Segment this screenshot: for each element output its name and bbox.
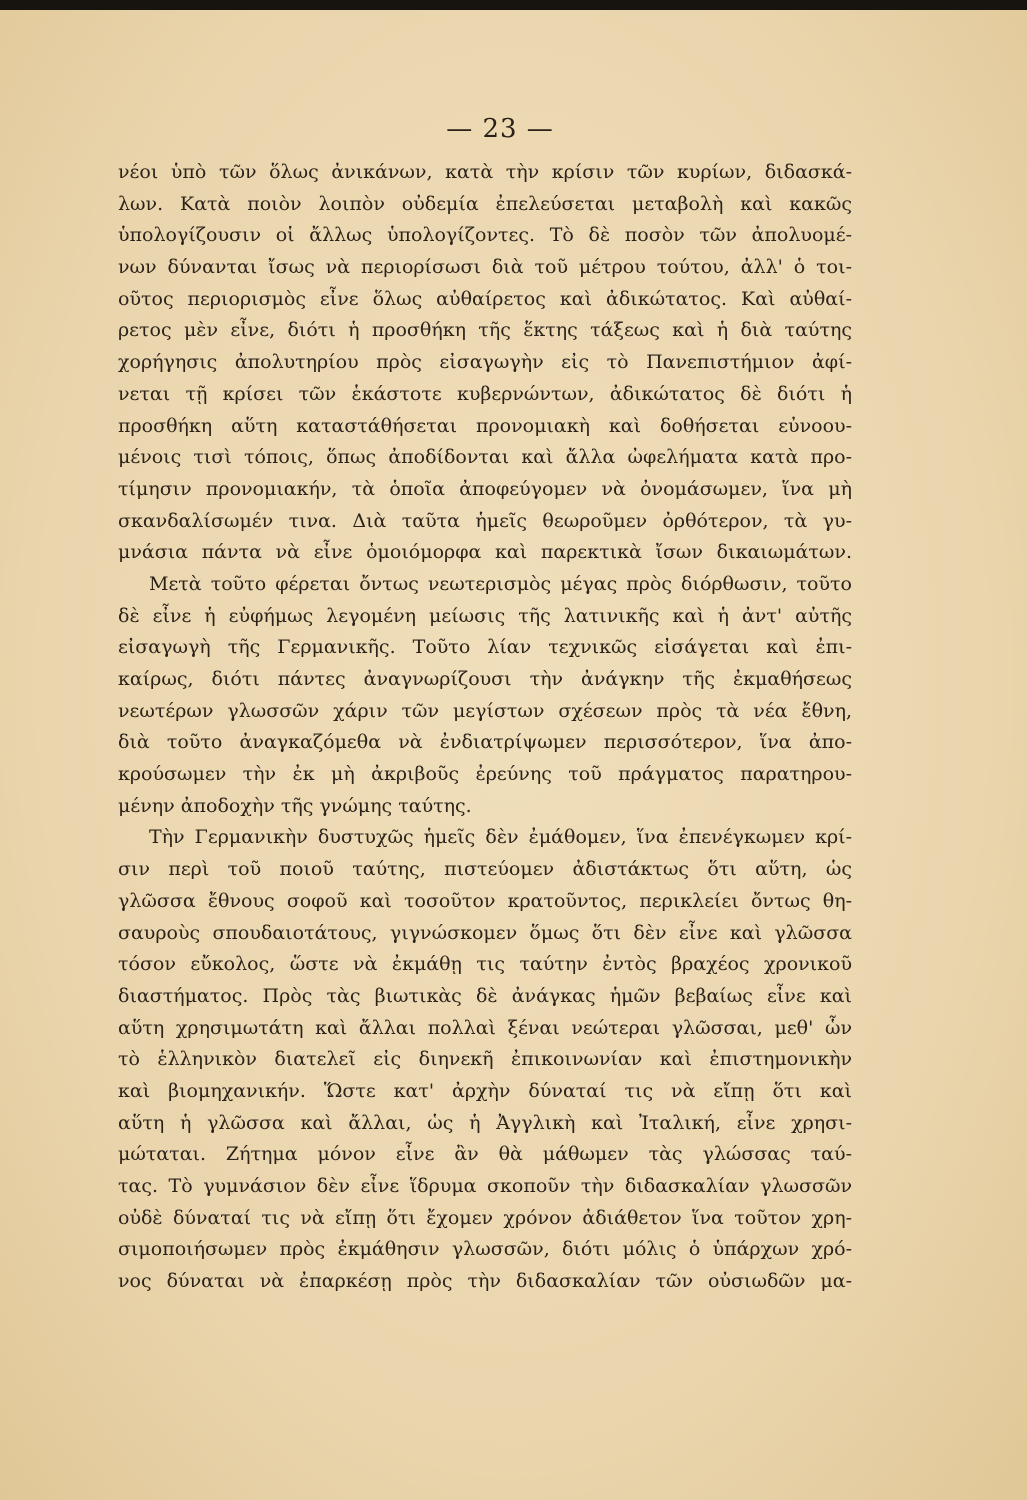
text-line: λων. Κατὰ ποιὸν λοιπὸν οὐδεμία ἐπελεύσεται μεταβολὴ καὶ κακῶς xyxy=(118,192,852,215)
text-line: τὸ ἑλληνικὸν διατελεῖ εἰς διηνεκῆ ἐπικοινωνίαν καὶ ἐπιστημονικὴν xyxy=(118,1048,852,1071)
text-line: σκανδαλίσωμέν τινα. Διὰ ταῦτα ἡμεῖς θεωροῦμεν ὀρθότερον, τὰ γυ- xyxy=(118,509,852,532)
text-line: δὲ εἶνε ἡ εὐφήμως λεγομένη μείωσις τῆς λατινικῆς καὶ ἡ ἀντ' αὐτῆς xyxy=(118,604,852,627)
text-line: σιν περὶ τοῦ ποιοῦ ταύτης, πιστεύομεν ἀδιστάκτως ὅτι αὕτη, ὡς xyxy=(118,858,852,881)
text-line: νεωτέρων γλωσσῶν χάριν τῶν μεγίστων σχέσεων πρὸς τὰ νέα ἔθνη, xyxy=(118,699,852,722)
text-line: τίμησιν προνομιακήν, τὰ ὁποῖα ἀποφεύγομεν νὰ ὀνομάσωμεν, ἵνα μὴ xyxy=(118,477,852,500)
text-line: νων δύνανται ἴσως νὰ περιορίσωσι διὰ τοῦ μέτρου τούτου, ἀλλ' ὁ τοι- xyxy=(118,256,852,279)
text-line: μώταται. Ζήτημα μόνον εἶνε ἂν θὰ μάθωμεν τὰς γλώσσας ταύ- xyxy=(118,1143,852,1166)
text-line: χορήγησις ἀπολυτηρίου πρὸς εἰσαγωγὴν εἰς τὸ Πανεπιστήμιον ἀφί- xyxy=(118,351,852,374)
paragraph-last-line: μένην ἀποδοχὴν τῆς γνώμης ταύτης. xyxy=(118,794,472,817)
text-line: νος δύναται νὰ ἐπαρκέσῃ πρὸς τὴν διδασκαλίαν τῶν οὐσιωδῶν μα- xyxy=(118,1270,852,1293)
text-line: οὐδὲ δύναταί τις νὰ εἴπῃ ὅτι ἔχομεν χρόνον ἀδιάθετον ἵνα τοῦτον χρη- xyxy=(118,1206,852,1229)
text-line: προσθήκη αὕτη καταστάθήσεται προνομιακὴ καὶ δοθήσεται εὐνοου- xyxy=(118,414,852,437)
text-line: νέοι ὑπὸ τῶν ὅλως ἀνικάνων, κατὰ τὴν κρίσιν τῶν κυρίων, διδασκά- xyxy=(118,161,852,183)
text-line: οῦτος περιορισμὸς εἶνε ὅλως αὐθαίρετος καὶ ἀδικώτατος. Καὶ αὐθαί- xyxy=(118,287,852,310)
text-line: μνάσια πάντα νὰ εἶνε ὁμοιόμορφα καὶ παρεκτικὰ ἴσων δικαιωμάτων. xyxy=(118,541,852,564)
text-line: αὕτη χρησιμωτάτη καὶ ἄλλαι πολλαὶ ξέναι νεώτεραι γλῶσσαι, μεθ' ὧν xyxy=(118,1016,852,1039)
text-line: αὕτη ἡ γλῶσσα καὶ ἄλλαι, ὡς ἡ Ἀγγλικὴ καὶ Ἰταλική, εἶνε χρησι- xyxy=(118,1111,852,1134)
text-line: τας. Τὸ γυμνάσιον δὲν εἶνε ἵδρυμα σκοποῦν τὴν διδασκαλίαν γλωσσῶν xyxy=(118,1175,852,1197)
body-text xyxy=(118,157,852,1298)
text-line: μένοις τισὶ τόποις, ὅπως ἀποδίδονται καὶ ἄλλα ὠφελήματα κατὰ προ- xyxy=(118,446,852,469)
text-line: διὰ τοῦτο ἀναγκαζόμεθα νὰ ἐνδιατρίψωμεν περισσότερον, ἵνα ἀπο- xyxy=(118,731,852,754)
text-line: τόσον εὔκολος, ὥστε νὰ ἐκμάθῃ τις ταύτην ἐντὸς βραχέος χρονικοῦ xyxy=(118,953,852,976)
text-line: ὑπολογίζουσιν οἱ ἄλλως ὑπολογίζοντες. Τὸ δὲ ποσὸν τῶν ἀπολυομέ- xyxy=(118,224,852,247)
text-line: κρούσωμεν τὴν ἐκ μὴ ἀκριβοῦς ἐρεύνης τοῦ πράγματος παρατηρου- xyxy=(118,763,852,786)
book-page xyxy=(0,10,1027,1500)
text-line: διαστήματος. Πρὸς τὰς βιωτικὰς δὲ ἀνάγκας ἡμῶν βεβαίως εἶνε καὶ xyxy=(118,984,852,1007)
page-number: — 23 — xyxy=(446,114,554,144)
text-line: νεται τῇ κρίσει τῶν ἑκάστοτε κυβερνώντων, ἀδικώτατος δὲ διότι ἡ xyxy=(118,382,852,405)
text-line: σαυροὺς σπουδαιοτάτους, γιγνώσκομεν ὅμως ὅτι δὲν εἶνε καὶ γλῶσσα xyxy=(118,921,852,944)
text-line: ρετος μὲν εἶνε, διότι ἡ προσθήκη τῆς ἕκτης τάξεως καὶ ἡ διὰ ταύτης xyxy=(118,319,852,342)
paragraph-first-line: Τὴν Γερμανικὴν δυστυχῶς ἡμεῖς δὲν ἐμάθομεν, ἵνα ἐπενέγκωμεν κρί- xyxy=(149,826,852,849)
text-line: καὶ βιομηχανικήν. Ὥστε κατ' ἀρχὴν δύναταί τις νὰ εἴπῃ ὅτι καὶ xyxy=(118,1079,852,1102)
text-line: καίρως, διότι πάντες ἀναγνωρίζουσι τὴν ἀνάγκην τῆς ἐκμαθήσεως xyxy=(118,668,852,690)
text-line: γλῶσσα ἔθνους σοφοῦ καὶ τοσοῦτον κρατοῦντος, περικλείει ὄντως θη- xyxy=(118,889,852,912)
text-line: σιμοποιήσωμεν πρὸς ἐκμάθησιν γλωσσῶν, διότι μόλις ὁ ὑπάρχων χρό- xyxy=(118,1238,852,1261)
text-line: εἰσαγωγὴ τῆς Γερμανικῆς. Τοῦτο λίαν τεχνικῶς εἰσάγεται καὶ ἐπι- xyxy=(118,636,852,659)
scan-top-edge xyxy=(0,0,1027,10)
paragraph-first-line: Μετὰ τοῦτο φέρεται ὄντως νεωτερισμὸς μέγας πρὸς διόρθωσιν, τοῦτο xyxy=(149,572,852,595)
